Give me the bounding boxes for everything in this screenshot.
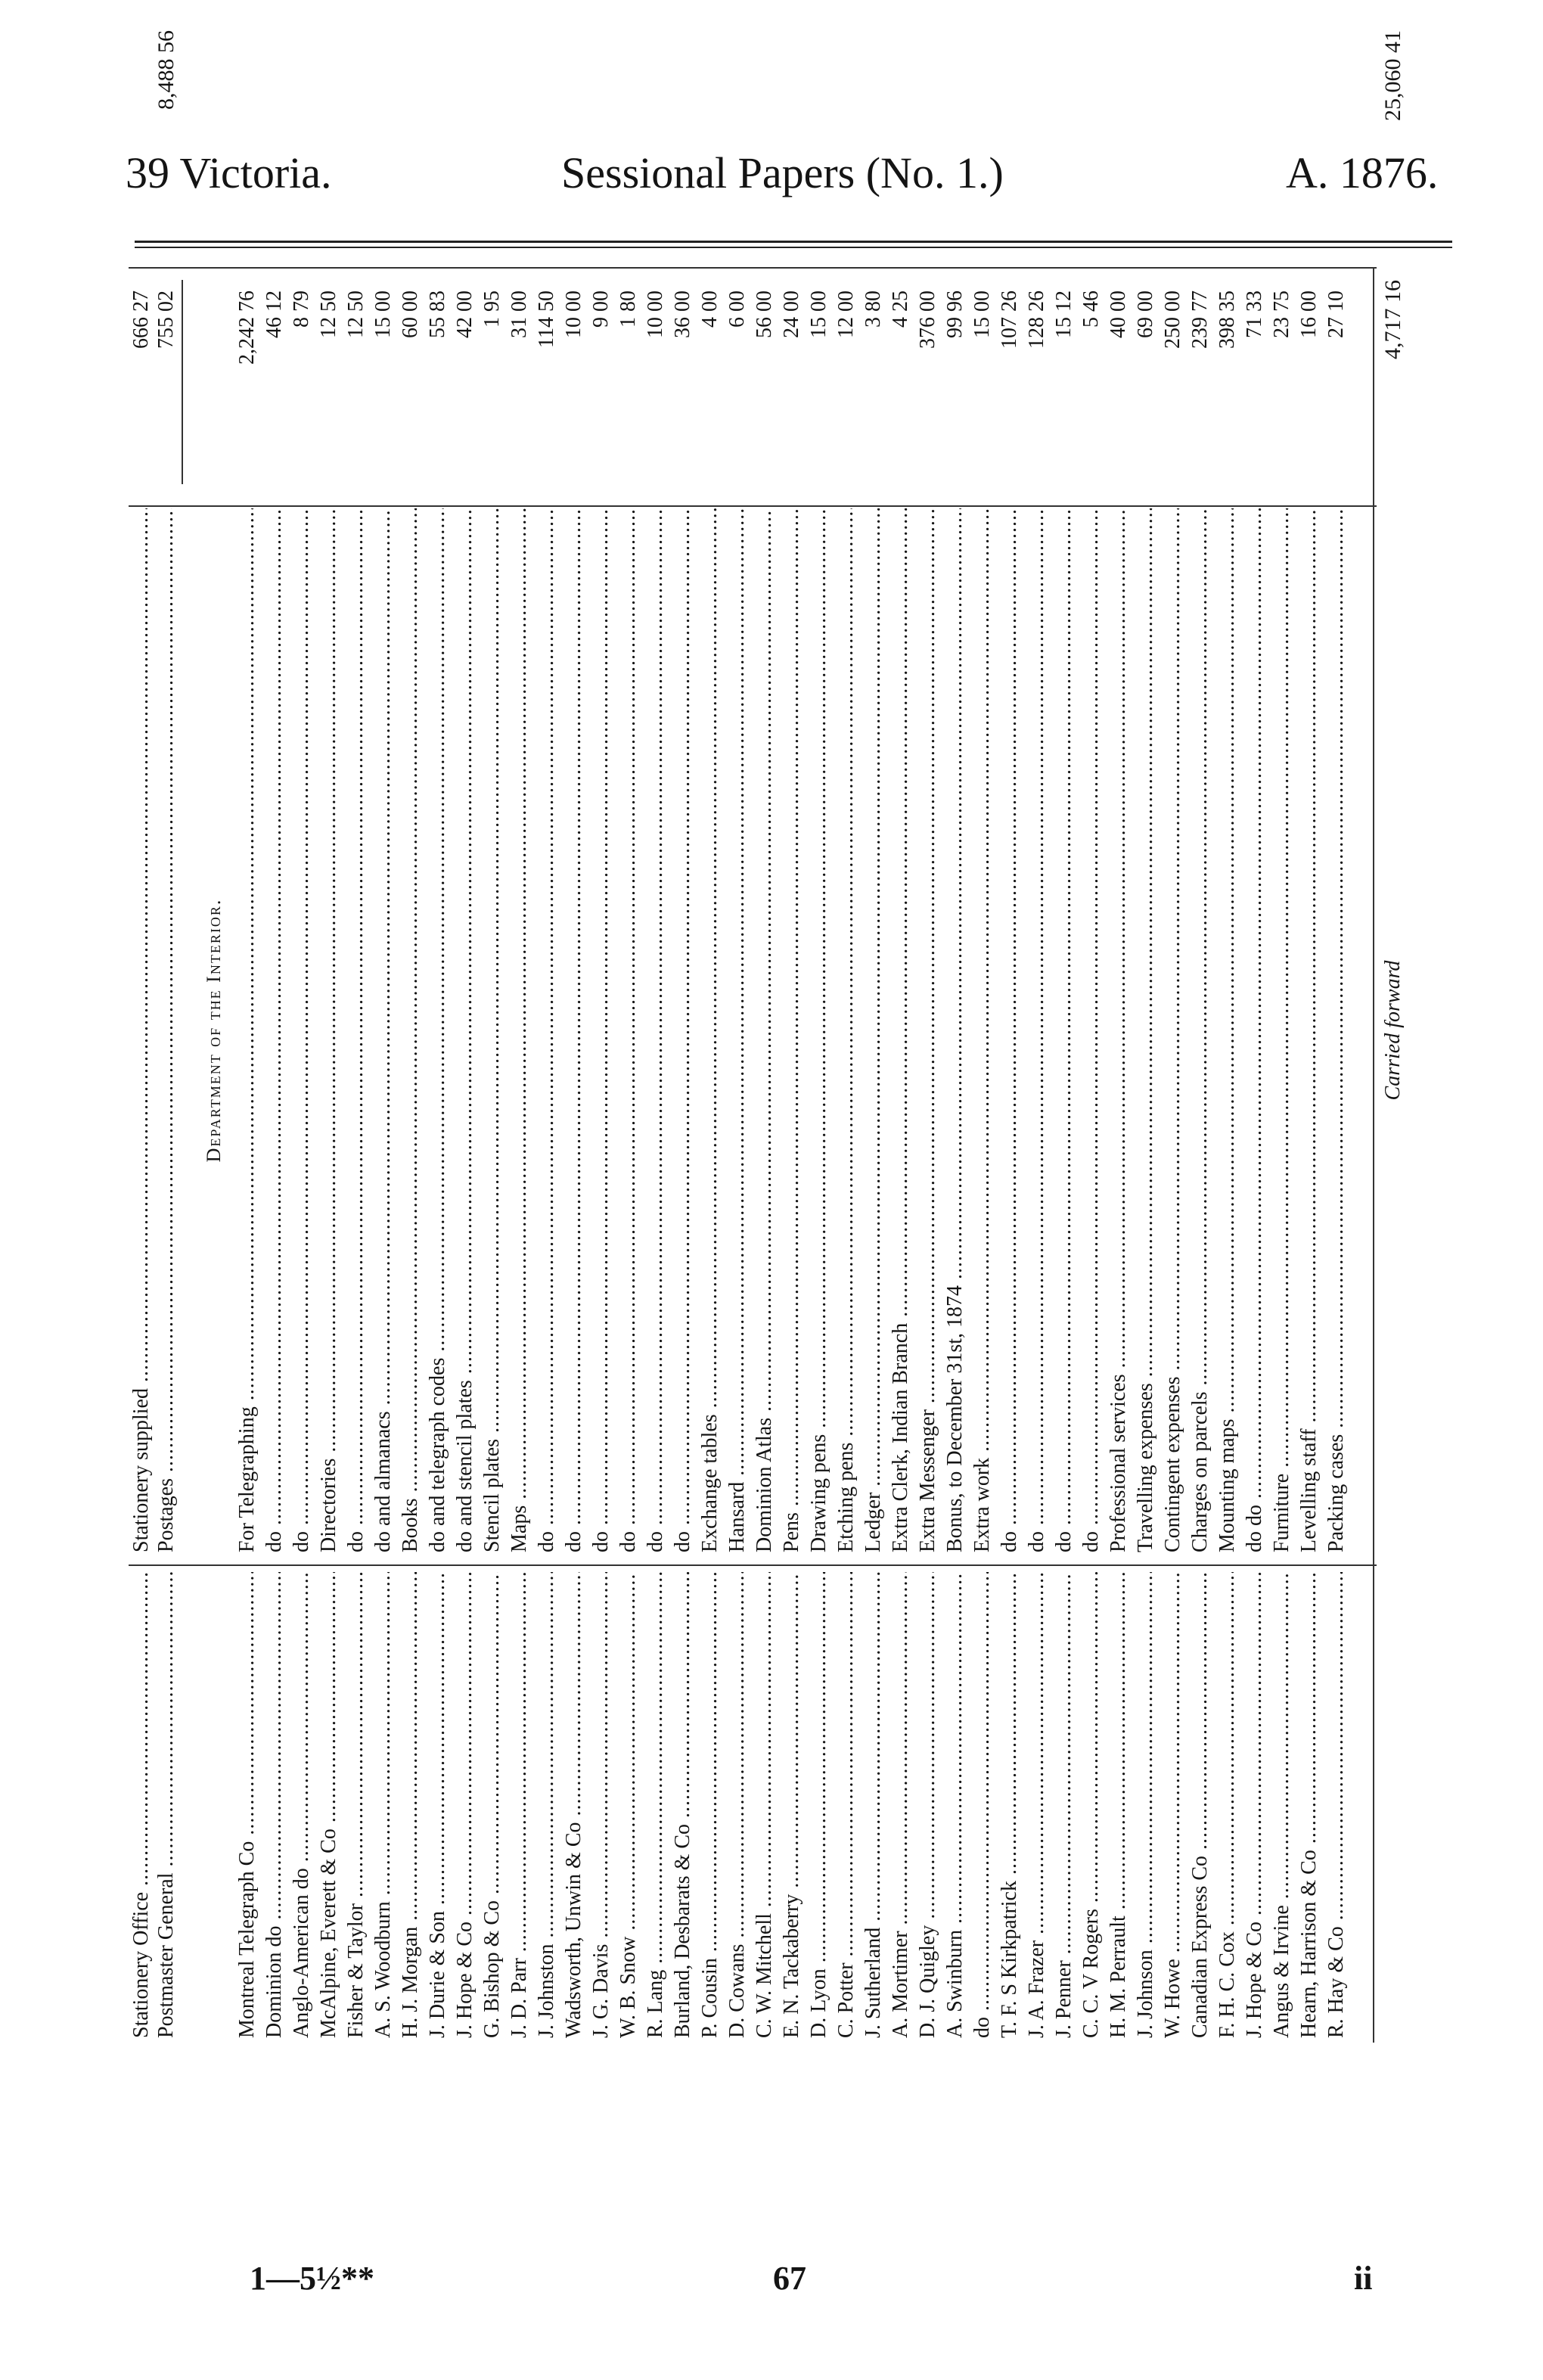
payee-cell: P. Cousin ..... bbox=[697, 1572, 722, 2038]
table-row bbox=[970, 257, 995, 2043]
item-cell: do ..... bbox=[1024, 508, 1049, 1552]
amount-cell: 12 00 bbox=[834, 291, 858, 338]
table-row bbox=[997, 257, 1022, 2043]
item-cell: Maps ..... bbox=[507, 508, 532, 1552]
item-cell: Stationery supplied ..... bbox=[129, 508, 154, 1552]
item-cell: do ..... bbox=[1051, 508, 1076, 1552]
amount-cell: 42 00 bbox=[453, 291, 477, 338]
table-row bbox=[234, 257, 259, 2043]
amount-cell: 15 00 bbox=[371, 291, 395, 338]
table-row bbox=[697, 257, 722, 2043]
payee-cell: T. F. S Kirkpatrick ..... bbox=[997, 1572, 1022, 2038]
amount-cell: 69 00 bbox=[1134, 291, 1157, 338]
table-row bbox=[289, 257, 314, 2043]
table-row bbox=[316, 257, 341, 2043]
payee-cell: Stationery Office ..... bbox=[129, 1572, 154, 2038]
table-row bbox=[834, 257, 858, 2043]
payee-cell: J. D. Parr ..... bbox=[507, 1572, 532, 2038]
payee-cell: A. Swinburn ..... bbox=[942, 1572, 967, 2038]
amount-cell: 6 00 bbox=[725, 291, 749, 328]
payee-cell: R. Lang ..... bbox=[643, 1572, 668, 2038]
item-cell: Furniture ..... bbox=[1269, 508, 1294, 1552]
amount-cell: 398 35 bbox=[1215, 291, 1239, 349]
table-row bbox=[534, 257, 559, 2043]
amount-cell: 9 00 bbox=[589, 291, 613, 328]
item-cell: Dominion Atlas ..... bbox=[752, 508, 777, 1552]
amount-cell: 1 95 bbox=[480, 291, 504, 328]
table-row bbox=[1051, 257, 1076, 2043]
amount-cell: 12 50 bbox=[317, 291, 340, 338]
amount-cell: 31 00 bbox=[508, 291, 531, 338]
table-row bbox=[861, 257, 886, 2043]
table-row bbox=[398, 257, 423, 2043]
item-cell: Extra Clerk, Indian Branch ..... bbox=[888, 508, 913, 1552]
amount-cell: 2,242 76 bbox=[235, 291, 259, 365]
table-row bbox=[1079, 257, 1104, 2043]
header-rule-secondary bbox=[135, 247, 1452, 248]
table-row bbox=[425, 257, 450, 2043]
item-cell: do ..... bbox=[588, 508, 613, 1552]
payee-cell: A. Mortimer ..... bbox=[888, 1572, 913, 2038]
amount-cell: 36 00 bbox=[671, 291, 694, 338]
table-row bbox=[1324, 257, 1349, 2043]
payee-cell: C. W. Mitchell ..... bbox=[752, 1572, 777, 2038]
payee-cell: J. Durie & Son ..... bbox=[425, 1572, 450, 2038]
header-rule bbox=[135, 241, 1452, 243]
amount-cell: 755 02 bbox=[154, 291, 178, 349]
table-row bbox=[643, 257, 668, 2043]
item-cell: For Telegraphing ..... bbox=[234, 508, 259, 1552]
amount-cell: 23 75 bbox=[1270, 291, 1293, 338]
amount-cell: 4 00 bbox=[698, 291, 722, 328]
payee-cell: Dominion do ..... bbox=[262, 1572, 287, 2038]
page-number: 67 bbox=[773, 2260, 806, 2297]
payee-cell: J. Hope & Co ..... bbox=[452, 1572, 477, 2038]
payee-cell: A. S. Woodburn ..... bbox=[371, 1572, 396, 2038]
amount-cell: 666 27 bbox=[129, 291, 153, 349]
total-subtotal: 25,060 41 bbox=[1380, 30, 1405, 121]
table-row bbox=[752, 257, 777, 2043]
item-cell: Mounting maps ..... bbox=[1215, 508, 1240, 1552]
payee-cell: D. J. Quigley ..... bbox=[915, 1572, 940, 2038]
payee-cell: W. B. Snow ..... bbox=[616, 1572, 641, 2038]
table-row bbox=[1242, 257, 1267, 2043]
item-cell: Extra work ..... bbox=[970, 508, 995, 1552]
table-row bbox=[779, 257, 804, 2043]
table-row bbox=[1296, 257, 1321, 2043]
payee-cell: Angus & Irvine ..... bbox=[1269, 1572, 1294, 2038]
payee-cell: J. Sutherland ..... bbox=[861, 1572, 886, 2038]
table-row bbox=[129, 257, 154, 2043]
table-row bbox=[1106, 257, 1131, 2043]
amount-cell: 250 00 bbox=[1161, 291, 1184, 349]
item-cell: Packing cases ..... bbox=[1324, 508, 1349, 1552]
table-row bbox=[452, 257, 477, 2043]
payee-cell: Wadsworth, Unwin & Co ..... bbox=[561, 1572, 586, 2038]
table-row bbox=[942, 257, 967, 2043]
payee-cell: J. G. Davis ..... bbox=[588, 1572, 613, 2038]
table-row bbox=[1160, 257, 1185, 2043]
table-row bbox=[343, 257, 368, 2043]
amount-cell: 5 46 bbox=[1079, 291, 1103, 328]
table-row bbox=[507, 257, 532, 2043]
payee-cell: C. Potter ..... bbox=[834, 1572, 858, 2038]
payee-cell: Postmaster General ..... bbox=[154, 1572, 179, 2038]
amount-cell: 40 00 bbox=[1107, 291, 1130, 338]
table-row bbox=[1215, 257, 1240, 2043]
payee-cell: Canadian Express Co ..... bbox=[1188, 1572, 1212, 2038]
amount-cell: 56 00 bbox=[753, 291, 776, 338]
item-cell: Books ..... bbox=[398, 508, 423, 1552]
payee-cell: F. H. C. Cox ..... bbox=[1215, 1572, 1240, 2038]
total-rule bbox=[1373, 269, 1374, 2043]
table-row bbox=[670, 257, 695, 2043]
item-cell: do ..... bbox=[1079, 508, 1104, 1552]
item-cell: do and stencil plates ..... bbox=[452, 508, 477, 1552]
item-cell: Drawing pens ..... bbox=[806, 508, 831, 1552]
item-cell: do ..... bbox=[561, 508, 586, 1552]
table-row bbox=[371, 257, 396, 2043]
table-row bbox=[888, 257, 913, 2043]
amount-cell: 10 00 bbox=[644, 291, 667, 338]
amount-cell: 12 50 bbox=[344, 291, 368, 338]
table-row bbox=[915, 257, 940, 2043]
amount-cell: 15 12 bbox=[1052, 291, 1076, 338]
amount-cell: 71 33 bbox=[1243, 291, 1266, 338]
amount-cell: 15 00 bbox=[807, 291, 830, 338]
header-year: A. 1876. bbox=[1286, 148, 1439, 197]
item-cell: Contingent expenses ..... bbox=[1160, 508, 1185, 1552]
amount-cell: 10 00 bbox=[562, 291, 585, 338]
item-cell: do ..... bbox=[262, 508, 287, 1552]
payee-cell: Fisher & Taylor ..... bbox=[343, 1572, 368, 2038]
item-cell: do ..... bbox=[997, 508, 1022, 1552]
payee-cell: R. Hay & Co ..... bbox=[1324, 1572, 1349, 2038]
payee-cell: J. A. Frazer ..... bbox=[1024, 1572, 1049, 2038]
amount-cell: 8 79 bbox=[290, 291, 313, 328]
amount-cell: 16 00 bbox=[1297, 291, 1321, 338]
item-cell: do ..... bbox=[643, 508, 668, 1552]
item-cell: do do ..... bbox=[1242, 508, 1267, 1552]
payee-cell: E. N. Tackaberry ..... bbox=[779, 1572, 804, 2038]
payee-cell: W. Howe ..... bbox=[1160, 1572, 1185, 2038]
amount-cell: 99 96 bbox=[943, 291, 967, 338]
item-cell: do and telegraph codes ..... bbox=[425, 508, 450, 1552]
payee-cell: D. Lyon ..... bbox=[806, 1572, 831, 2038]
table-row bbox=[1133, 257, 1158, 2043]
amount-cell: 27 10 bbox=[1324, 291, 1348, 338]
payee-cell: do ..... bbox=[970, 1572, 995, 2038]
item-cell: Charges on parcels ..... bbox=[1188, 508, 1212, 1552]
item-cell: do ..... bbox=[616, 508, 641, 1552]
payee-cell: McAlpine, Everett & Co ..... bbox=[316, 1572, 341, 2038]
header-volume: 39 Victoria. bbox=[126, 148, 332, 197]
item-cell: Etching pens ..... bbox=[834, 508, 858, 1552]
item-cell: Hansard ..... bbox=[725, 508, 750, 1552]
amount-cell: 46 12 bbox=[262, 291, 286, 338]
amount-cell: 376 00 bbox=[916, 291, 939, 349]
item-cell: Professional services ..... bbox=[1106, 508, 1131, 1552]
table-row bbox=[725, 257, 750, 2043]
item-cell: Ledger ..... bbox=[861, 508, 886, 1552]
item-cell: Extra Messenger ..... bbox=[915, 508, 940, 1552]
payee-cell: G. Bishop & Co ..... bbox=[480, 1572, 505, 2038]
table-row bbox=[561, 257, 586, 2043]
footer-folio: ii bbox=[1354, 2260, 1373, 2297]
payee-cell: D. Cowans ..... bbox=[725, 1572, 750, 2038]
item-cell: do ..... bbox=[534, 508, 559, 1552]
total-grand bbox=[1378, 0, 1408, 8]
amount-cell: 239 77 bbox=[1188, 291, 1212, 349]
table-row bbox=[1269, 257, 1294, 2043]
header-title: Sessional Papers (No. 1.) bbox=[561, 148, 1004, 197]
department-heading: Department of the Interior. bbox=[203, 898, 225, 1163]
item-cell: do ..... bbox=[343, 508, 368, 1552]
table-row bbox=[154, 257, 179, 2043]
amount-cell: 60 00 bbox=[399, 291, 422, 338]
item-cell: Travelling expenses ..... bbox=[1133, 508, 1158, 1552]
amount-cell: 107 26 bbox=[998, 291, 1021, 349]
item-cell: Bonus, to December 31st, 1874 ..... bbox=[942, 508, 967, 1552]
payee-cell: H. M. Perrault ..... bbox=[1106, 1572, 1131, 2038]
table-row bbox=[262, 257, 287, 2043]
amount-cell: 15 00 bbox=[970, 291, 994, 338]
payee-cell: J. Penner ..... bbox=[1051, 1572, 1076, 2038]
table-row bbox=[1188, 257, 1212, 2043]
subtotal-rule bbox=[182, 280, 183, 484]
payee-cell: Anglo-American do ..... bbox=[289, 1572, 314, 2038]
amount-cell: 4 25 bbox=[889, 291, 912, 328]
footer-signature: 1—5½** bbox=[250, 2260, 374, 2297]
table-row bbox=[1024, 257, 1049, 2043]
item-cell: Stencil plates ..... bbox=[480, 508, 505, 1552]
carried-forward-label: Carried forward bbox=[1381, 960, 1405, 1101]
item-cell: do and almanacs ..... bbox=[371, 508, 396, 1552]
payee-cell: H. J. Morgan ..... bbox=[398, 1572, 423, 2038]
amount-cell: 55 83 bbox=[426, 291, 449, 338]
payee-cell: Hearn, Harrison & Co ..... bbox=[1296, 1572, 1321, 2038]
item-cell: Pens ..... bbox=[779, 508, 804, 1552]
item-cell: Levelling staff ..... bbox=[1296, 508, 1321, 1552]
table-row bbox=[480, 257, 505, 2043]
item-cell: Exchange tables ..... bbox=[697, 508, 722, 1552]
table-row bbox=[588, 257, 613, 2043]
table-row bbox=[616, 257, 641, 2043]
amount-cell: 1 80 bbox=[616, 291, 640, 328]
total-amount: 4,717 16 bbox=[1380, 280, 1405, 359]
payee-cell: C. C. V Rogers ..... bbox=[1079, 1572, 1104, 2038]
amount-cell: 114 50 bbox=[535, 291, 558, 348]
item-cell: do ..... bbox=[670, 508, 695, 1552]
table-row bbox=[806, 257, 831, 2043]
payee-cell: Burland, Desbarats & Co ..... bbox=[670, 1572, 695, 2038]
amount-cell: 24 00 bbox=[780, 291, 803, 338]
item-cell: Postages ..... bbox=[154, 508, 179, 1552]
amount-cell: 128 26 bbox=[1025, 291, 1048, 349]
amount-cell: 3 80 bbox=[862, 291, 885, 328]
item-cell: Directories ..... bbox=[316, 508, 341, 1552]
payee-cell: J. Johnson ..... bbox=[1133, 1572, 1158, 2038]
payee-cell: J. Johnston ..... bbox=[534, 1572, 559, 2038]
payee-cell: Montreal Telegraph Co ..... bbox=[234, 1572, 259, 2038]
payee-cell: J. Hope & Co ..... bbox=[1242, 1572, 1267, 2038]
subtotal-top: 8,488 56 bbox=[154, 30, 179, 110]
item-cell: do ..... bbox=[289, 508, 314, 1552]
